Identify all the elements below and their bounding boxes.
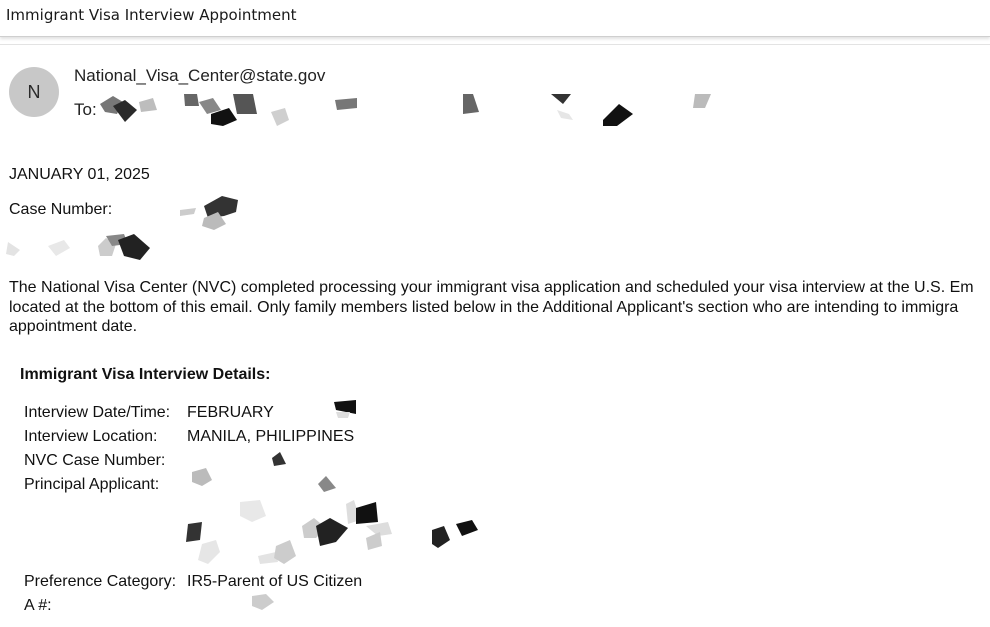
sender-address[interactable]: National_Visa_Center@state.gov bbox=[74, 66, 326, 85]
detail-label: A #: bbox=[24, 597, 52, 614]
detail-label: Preference Category: bbox=[24, 573, 177, 590]
avatar-letter: N bbox=[27, 81, 41, 102]
sender-avatar[interactable] bbox=[9, 67, 59, 117]
details-heading: Immigrant Visa Interview Details: bbox=[20, 366, 271, 383]
divider bbox=[0, 44, 990, 45]
detail-label: Principal Applicant: bbox=[24, 476, 160, 493]
detail-row-a-number bbox=[24, 597, 187, 615]
detail-value: MANILA, PHILIPPINES bbox=[187, 428, 355, 445]
window-title-bar bbox=[0, 0, 990, 37]
to-label: To: bbox=[74, 100, 97, 119]
detail-value: FEBRUARY bbox=[187, 404, 274, 421]
body-line: The National Visa Center (NVC) completed processing your immigrant visa application and scheduled your visa interview at the U.S. Em bbox=[9, 279, 974, 296]
detail-value: IR5-Parent of US Citizen bbox=[187, 573, 363, 590]
redacted-recipients bbox=[95, 88, 725, 130]
detail-label: Interview Date/Time: bbox=[24, 404, 171, 421]
redacted-details bbox=[180, 396, 490, 616]
detail-row-principal bbox=[24, 476, 187, 494]
detail-label: Interview Location: bbox=[24, 428, 158, 445]
window-title: Immigrant Visa Interview Appointment bbox=[6, 6, 297, 24]
body-line: appointment date. bbox=[9, 318, 138, 335]
redacted-case-number bbox=[0, 190, 250, 266]
letter-body bbox=[9, 278, 990, 337]
body-line: located at the bottom of this email. Only family members listed below in the Additional Applicant's section who are intending to immigra bbox=[9, 298, 959, 316]
case-number-label: Case Number: bbox=[9, 201, 113, 218]
letter-date: JANUARY 01, 2025 bbox=[9, 166, 150, 183]
detail-row-nvc-case bbox=[24, 452, 187, 470]
detail-label: NVC Case Number: bbox=[24, 452, 166, 469]
